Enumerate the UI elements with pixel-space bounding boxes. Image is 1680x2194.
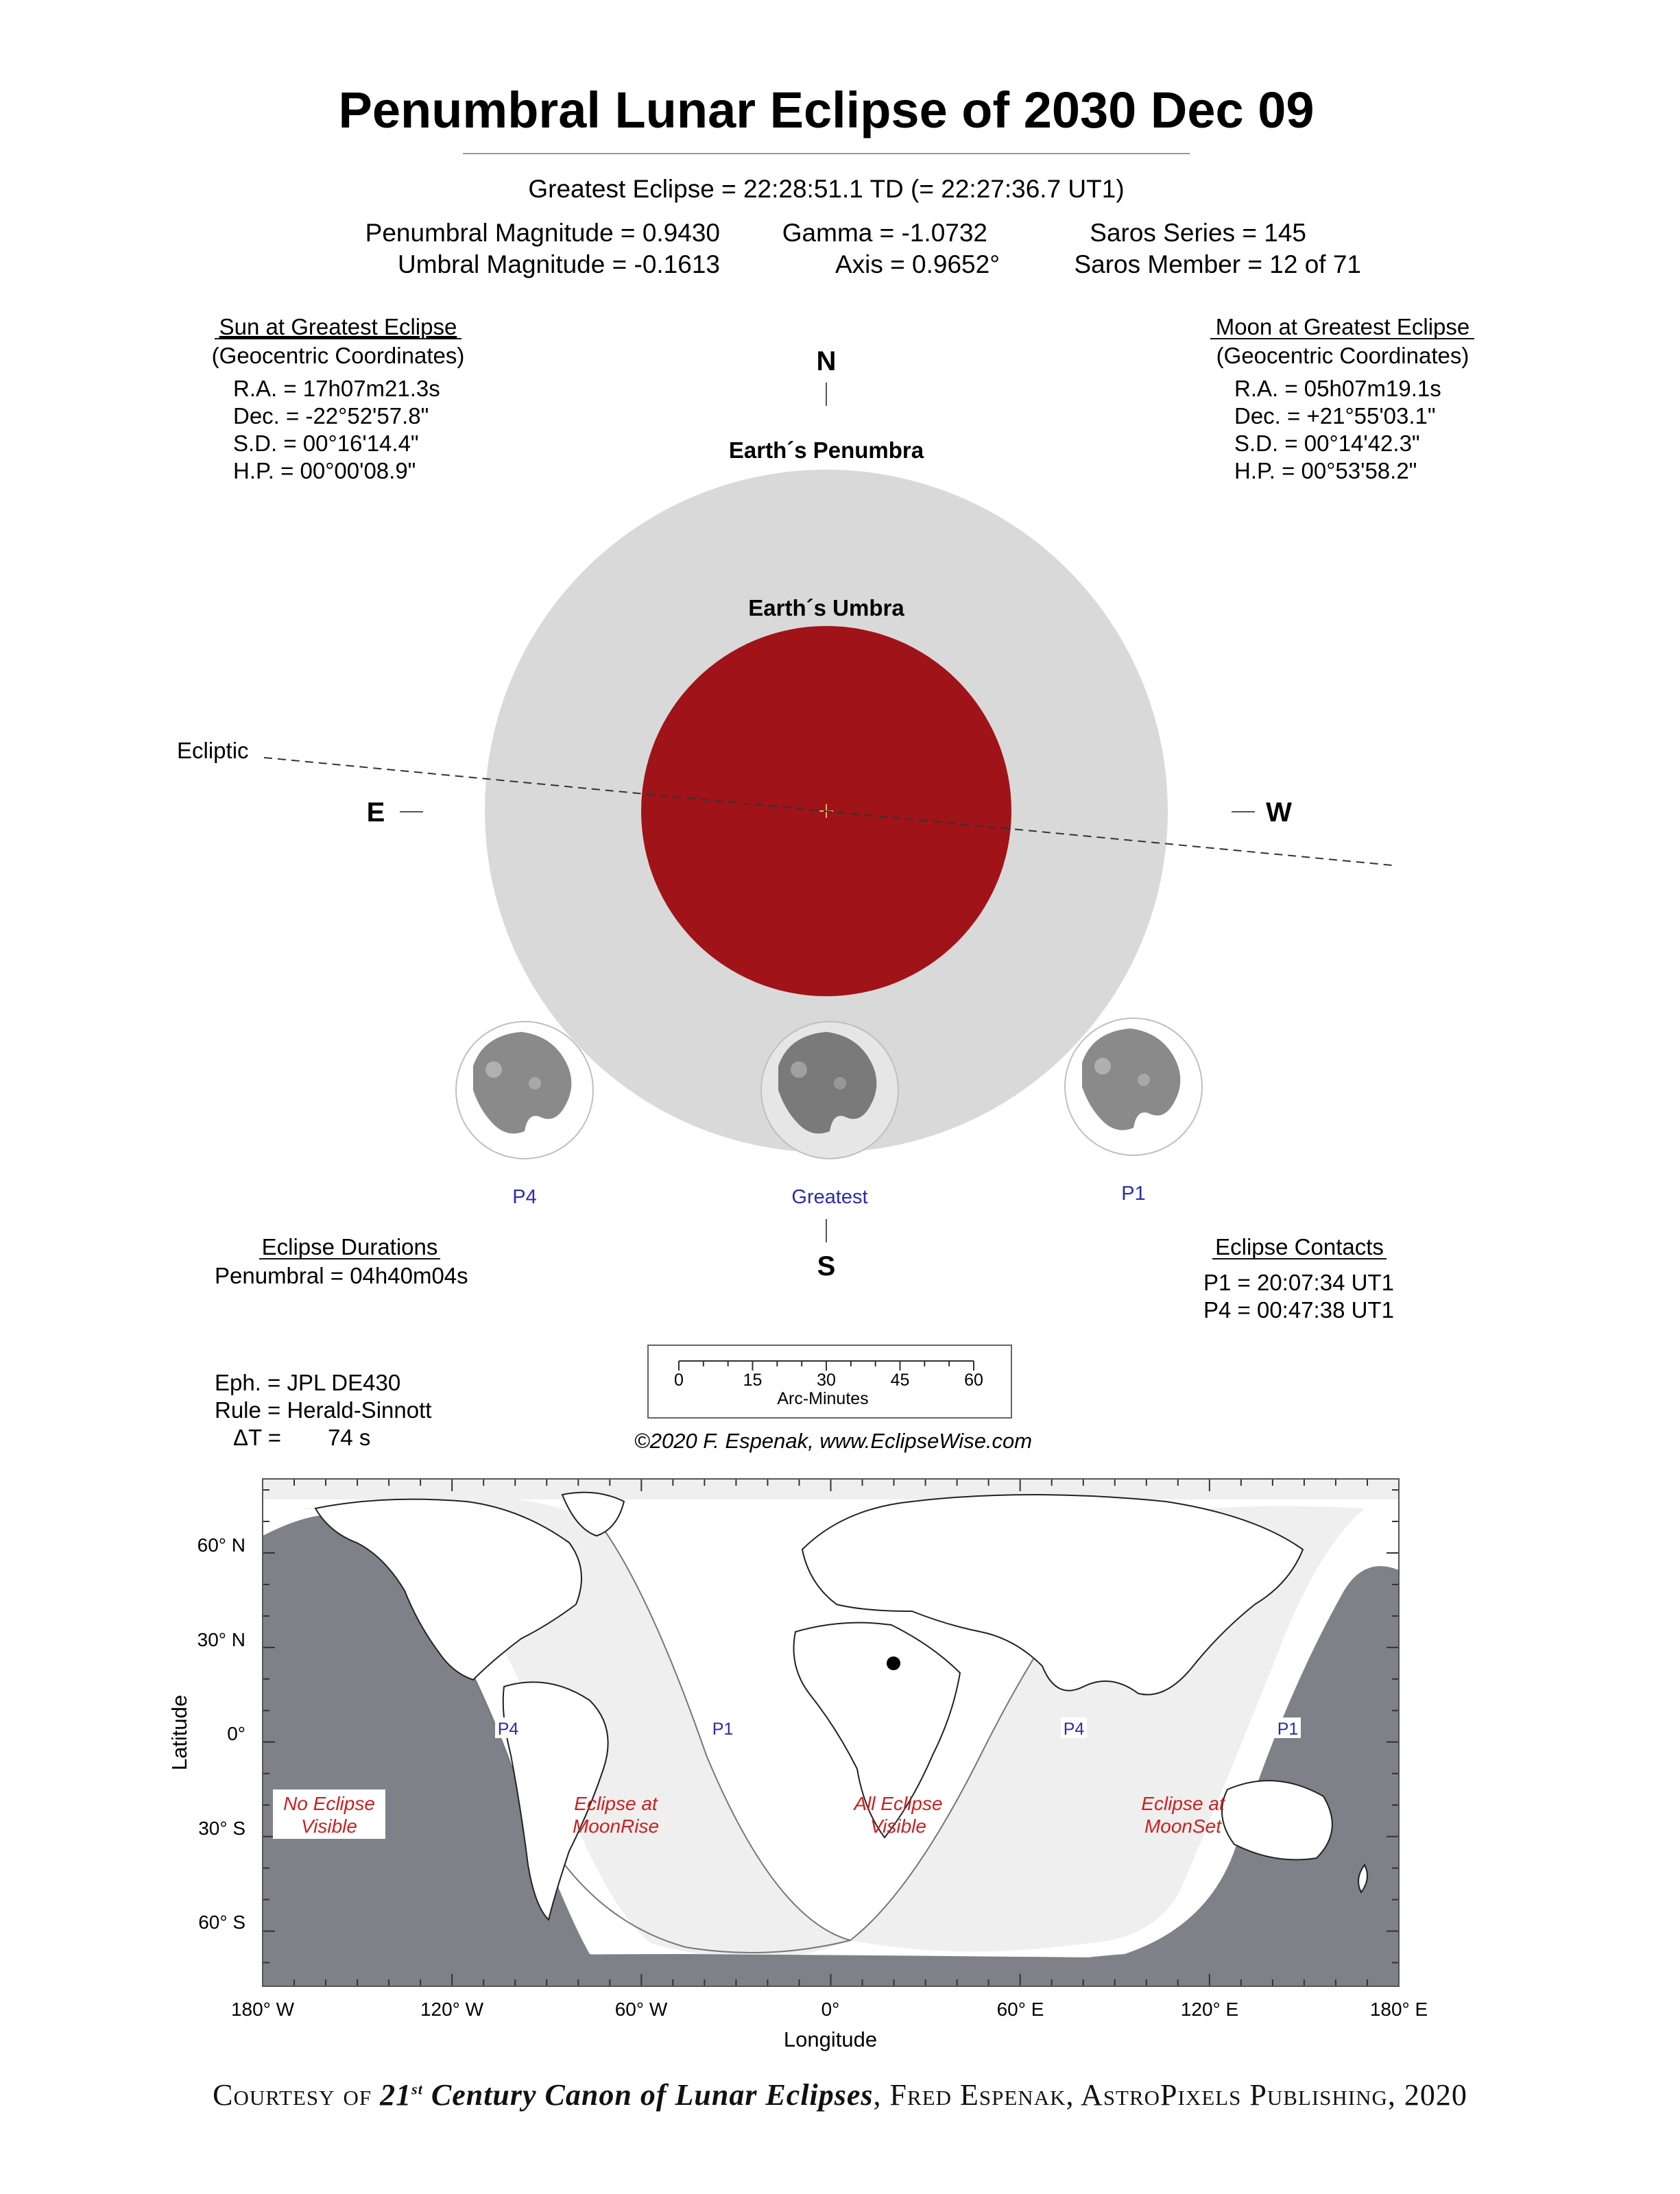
lon-180e: 180° E — [1369, 1999, 1428, 2020]
delta-t-value: 74 s — [328, 1425, 371, 1450]
svg-text:P4: P4 — [1063, 1720, 1085, 1739]
moon-heading: Moon at Greatest Eclipse — [1215, 314, 1470, 339]
contact-p4: P4 = 00:47:38 UT1 — [1203, 1297, 1394, 1323]
svg-text:Visible: Visible — [301, 1816, 357, 1837]
map-p1-right — [1275, 1717, 1301, 1739]
visibility-map — [263, 1479, 1399, 1986]
svg-text:MoonSet: MoonSet — [1144, 1816, 1222, 1837]
ecliptic-label: Ecliptic — [177, 738, 249, 763]
latitude-axis-label: Latitude — [167, 1694, 191, 1771]
east-label: E — [366, 797, 385, 828]
scale-bar-tick-label: 15 — [743, 1371, 763, 1390]
footer-book-title: Century Canon of Lunar Eclipses — [422, 2078, 874, 2112]
lat-30n: 30° N — [197, 1629, 245, 1650]
svg-text:P1: P1 — [1277, 1720, 1299, 1739]
greatest-eclipse-time: Greatest Eclipse = 22:28:51.1 TD (= 22:27:36.7 UT1) — [528, 175, 1125, 203]
durations-heading: Eclipse Durations — [261, 1234, 438, 1259]
sun-sd: S.D. = 00°16'14.4" — [233, 431, 419, 456]
moon-at-p4 — [456, 1022, 593, 1159]
contacts-heading: Eclipse Contacts — [1215, 1234, 1384, 1259]
delta-t-label: ΔT = — [233, 1425, 282, 1450]
gamma-value: Gamma = -1.0732 — [782, 219, 987, 247]
moon-ra: R.A. = 05h07m19.1s — [1234, 376, 1441, 401]
sun-heading: Sun at Greatest Eclipse — [219, 314, 457, 339]
svg-text:P4: P4 — [497, 1720, 519, 1739]
lon-120w: 120° W — [420, 1999, 484, 2020]
lat-60n: 60° N — [197, 1534, 245, 1556]
svg-text:Eclipse at: Eclipse at — [1141, 1793, 1225, 1814]
moon-p4-label: P4 — [512, 1186, 537, 1208]
north-label: N — [816, 346, 837, 376]
penumbral-duration: Penumbral = 04h40m04s — [215, 1263, 468, 1288]
scale-bar-tick-label: 45 — [890, 1371, 910, 1390]
moon-hp: H.P. = 00°53'58.2" — [1234, 458, 1417, 483]
penumbral-magnitude: Penumbral Magnitude = 0.9430 — [365, 219, 720, 247]
map-p4-left — [495, 1717, 521, 1739]
svg-text:Eclipse at: Eclipse at — [574, 1793, 658, 1814]
contact-p1: P1 = 20:07:34 UT1 — [1203, 1270, 1394, 1295]
scale-bar-tick-label: 0 — [674, 1371, 684, 1390]
footer-suffix: , Fred Espenak, AstroPixels Publishing, 2020 — [873, 2078, 1467, 2112]
lat-0: 0° — [227, 1723, 245, 1744]
lon-180w: 180° W — [230, 1999, 295, 2020]
svg-text:Visible: Visible — [870, 1816, 926, 1837]
sun-hp: H.P. = 00°00'08.9" — [233, 458, 416, 483]
lat-60s: 60° S — [198, 1912, 245, 1933]
longitude-axis-label: Longitude — [783, 2027, 878, 2051]
penumbra-label: Earth´s Penumbra — [728, 437, 924, 463]
moon-dec: Dec. = +21°55'03.1" — [1234, 403, 1436, 429]
svg-text:MoonRise: MoonRise — [572, 1816, 660, 1837]
lon-120e: 120° E — [1180, 1999, 1239, 2020]
lon-60e: 60° E — [996, 1999, 1044, 2020]
sun-subheading: (Geocentric Coordinates) — [211, 343, 465, 368]
sun-ra: R.A. = 17h07m21.3s — [233, 376, 440, 401]
copyright: ©2020 F. Espenak, www.EclipseWise.com — [634, 1429, 1033, 1453]
moon-p1-label: P1 — [1121, 1183, 1146, 1205]
footer-book — [380, 2078, 873, 2112]
moon-subheading: (Geocentric Coordinates) — [1216, 343, 1469, 368]
footer-book-number: 21 — [380, 2078, 412, 2112]
lon-60w: 60° W — [614, 1999, 668, 2020]
sun-dec: Dec. = -22°52'57.8" — [233, 403, 429, 429]
south-label: S — [817, 1251, 836, 1281]
page-title: Penumbral Lunar Eclipse of 2030 Dec 09 — [338, 82, 1315, 138]
axis-value: Axis = 0.9652° — [835, 250, 1000, 278]
umbra-label: Earth´s Umbra — [748, 595, 904, 620]
label-no-eclipse — [273, 1789, 385, 1839]
saros-series: Saros Series = 145 — [1090, 219, 1306, 247]
moon-at-p1 — [1065, 1018, 1202, 1155]
footer-book-sup: st — [411, 2080, 423, 2098]
saros-member: Saros Member = 12 of 71 — [1074, 250, 1361, 278]
umbral-magnitude: Umbral Magnitude = -0.1613 — [398, 250, 720, 278]
footer-prefix: Courtesy of — [213, 2078, 381, 2112]
sublunar-point — [887, 1656, 900, 1670]
moon-greatest-label: Greatest — [791, 1186, 868, 1208]
ephemeris: Eph. = JPL DE430 — [215, 1370, 401, 1395]
svg-text:P1: P1 — [712, 1720, 734, 1739]
rule: Rule = Herald-Sinnott — [215, 1397, 432, 1423]
moon-sd: S.D. = 00°14'42.3" — [1234, 431, 1420, 456]
west-label: W — [1266, 797, 1292, 828]
lat-30s: 30° S — [198, 1818, 245, 1839]
scale-bar-tick-label: 60 — [964, 1371, 983, 1390]
lon-0: 0° — [821, 1999, 840, 2020]
moon-at-greatest — [761, 1022, 898, 1159]
svg-text:All Eclipse: All Eclipse — [854, 1793, 943, 1814]
courtesy-footer — [0, 2077, 1680, 2112]
map-p1-left — [710, 1717, 736, 1739]
scale-bar-label: Arc-Minutes — [777, 1389, 869, 1408]
map-p4-right — [1061, 1717, 1087, 1739]
svg-text:No Eclipse: No Eclipse — [283, 1793, 375, 1814]
scale-bar-tick-label: 30 — [817, 1371, 836, 1390]
